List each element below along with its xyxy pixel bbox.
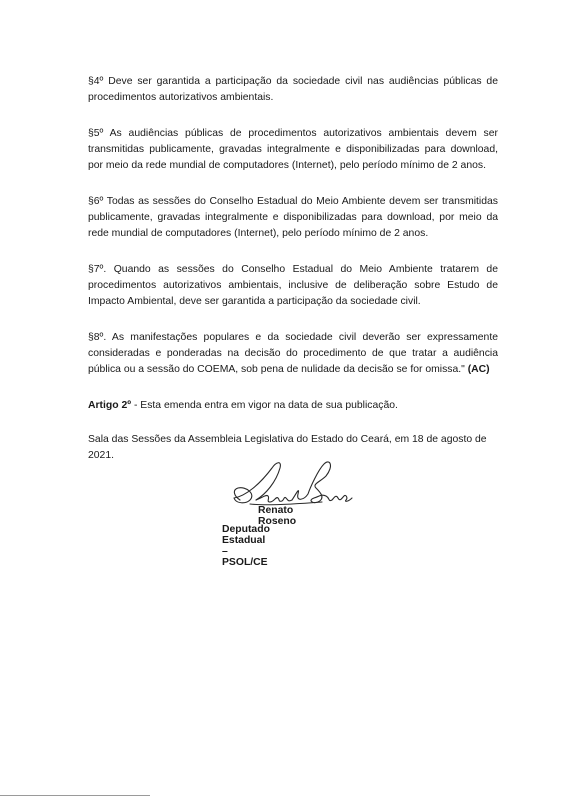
paragraph-6 (88, 194, 498, 242)
paragraph-7 (88, 262, 498, 310)
amendment-tag: (AC) (467, 364, 490, 375)
article-2-label: Artigo 2º (88, 400, 132, 411)
paragraph-8-text: §8º. As manifestações populares e da sociedade civil deverão ser expressamente consideradas e ponderadas na decisão do procedimento de que tratar a audiência pública ou a sessão do COEMA, sob pena de nulidade da decisão se for omissa." (88, 332, 498, 375)
article-2-text: - Esta emenda entra em vigor na data de sua publicação. (131, 400, 398, 411)
paragraph-4 (88, 74, 498, 106)
paragraph-6-text: §6º Todas as sessões do Conselho Estadual do Meio Ambiente devem ser transmitidas publicamente, gravadas integralmente e disponibilizadas para download, por meio da rede mundial de computadores (Internet), pelo período mínimo de 2 anos. (88, 196, 498, 239)
paragraph-5 (88, 126, 498, 174)
paragraph-8 (88, 330, 498, 378)
paragraph-4-text: §4º Deve ser garantida a participação da sociedade civil nas audiências públicas de procedimentos autorizativos ambientais. (88, 76, 498, 103)
signatory-role: Deputado Estadual – PSOL/CE (222, 524, 270, 568)
footer-divider (0, 795, 150, 796)
closing-place-date-text: Sala das Sessões da Assembleia Legislativa do Estado do Ceará, em 18 de agosto de 2021. (88, 434, 487, 461)
signatory-name: Renato Roseno (258, 505, 297, 527)
paragraph-5-text: §5º As audiências públicas de procedimentos autorizativos ambientais devem ser transmitidas publicamente, gravadas integralmente e disponibilizadas para download, por meio da rede mundial de computadores (Internet), pelo período mínimo de 2 anos. (88, 128, 498, 171)
article-2 (88, 398, 498, 414)
paragraph-7-text: §7º. Quando as sessões do Conselho Estadual do Meio Ambiente tratarem de procedimentos autorizativos ambientais, inclusive de deliberação sobre Estudo de Impacto Ambiental, deve ser garantida a participação da sociedade civil. (88, 264, 498, 307)
